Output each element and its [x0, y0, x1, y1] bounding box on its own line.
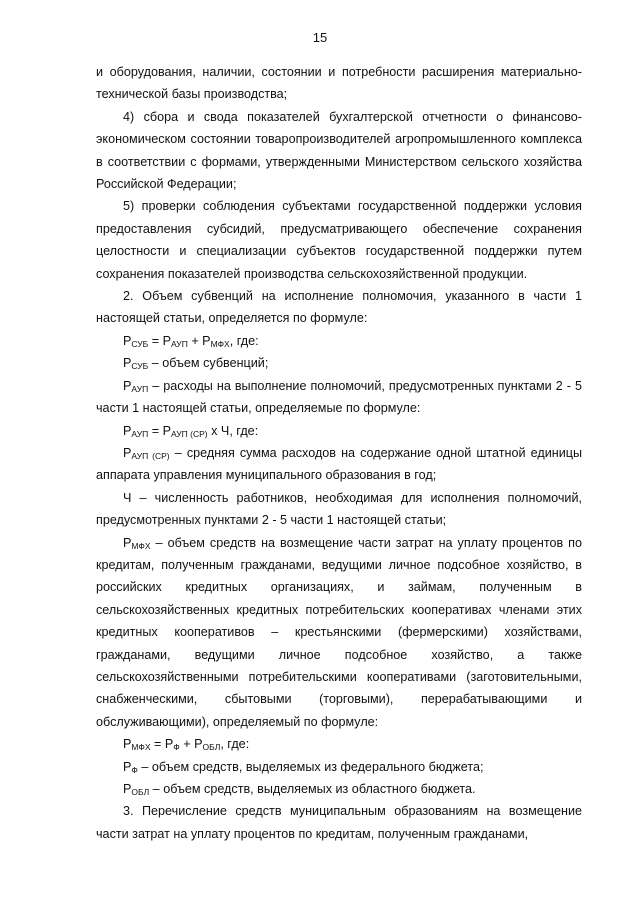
definition-p-federal: $Р_Ф$ – объем средств, выделяемых из федерального бюджета;: [123, 759, 484, 775]
paragraph-item-5: 5) проверки соблюдения субъектами государственной поддержки условия предоставления субсидий, предусматривающего обеспечение сохранения целостности и специализации субъектов государственной поддержки путем сохранения показателей производства сельскохозяйственной продукции.: [96, 199, 582, 281]
definition-p-aup-avg: $Р_{АУП (СР)}$ – средняя сумма расходов на содержание одной штатной единицы аппарата управления муниципального образования в год;: [96, 445, 582, 483]
definition-p-aup: $Р_{АУП}$ – расходы на выполнение полномочий, предусмотренных пунктами 2 - 5 части 1 настоящей статьи, определяемые по формуле:: [96, 378, 582, 416]
document-body: [96, 61, 582, 845]
formula-mfh: $Р_{МФХ} = Р_Ф + Р_{ОБЛ}$, где:: [123, 737, 250, 753]
definition-p-sub: $Р_{СУБ}$ – объем субвенций;: [123, 356, 269, 372]
paragraph-item-4: 4) сбора и свода показателей бухгалтерской отчетности о финансово-экономическом состоянии товаропроизводителей агропромышленного комплекса в соответствии с формами, утвержденными Министерством сельского хозяйства Российской Федерации;: [96, 109, 582, 192]
definition-p-mfh: $Р_{МФХ}$ – объем средств на возмещение части затрат на уплату процентов по кредитам, полученным гражданами, ведущими личное подсобное хозяйство, в российских кредитных организациях, и займам, полученным в сельскохозяйственных кредитных потребительских кооперативах членами этих кредитных кооперативов – крестьянскими (фермерскими) хозяйствами, гражданами, ведущими личное подсобное хозяйство, а также сельскохозяйственными потребительскими кооперативами (заготовительными, снабженческими, сбытовыми (торговыми), перерабатывающими и обслуживающими), определяемый по формуле:: [96, 535, 582, 729]
formula-subvention-total: $Р_{СУБ} = Р_{АУП} + Р_{МФХ}$, где:: [123, 333, 259, 349]
paragraph-section-3: 3. Перечисление средств муниципальным образованиям на возмещение части затрат на уплату процентов по кредитам, полученным гражданами,: [96, 804, 582, 841]
paragraph-section-2: 2. Объем субвенций на исполнение полномочия, указанного в части 1 настоящей статьи, определяется по формуле:: [96, 289, 582, 326]
definition-headcount: Ч – численность работников, необходимая для исполнения полномочий, предусмотренных пунктами 2 - 5 части 1 настоящей статьи;: [96, 490, 582, 528]
page-number: 15: [312, 30, 328, 45]
definition-p-regional: $Р_{ОБЛ}$ – объем средств, выделяемых из областного бюджета.: [123, 782, 476, 797]
formula-aup: $Р_{АУП} = Р_{АУП (СР)}$ х Ч, где:: [123, 423, 259, 439]
paragraph-continuation: и оборудования, наличии, состоянии и потребности расширения материально-технической базы производства;: [96, 65, 582, 102]
